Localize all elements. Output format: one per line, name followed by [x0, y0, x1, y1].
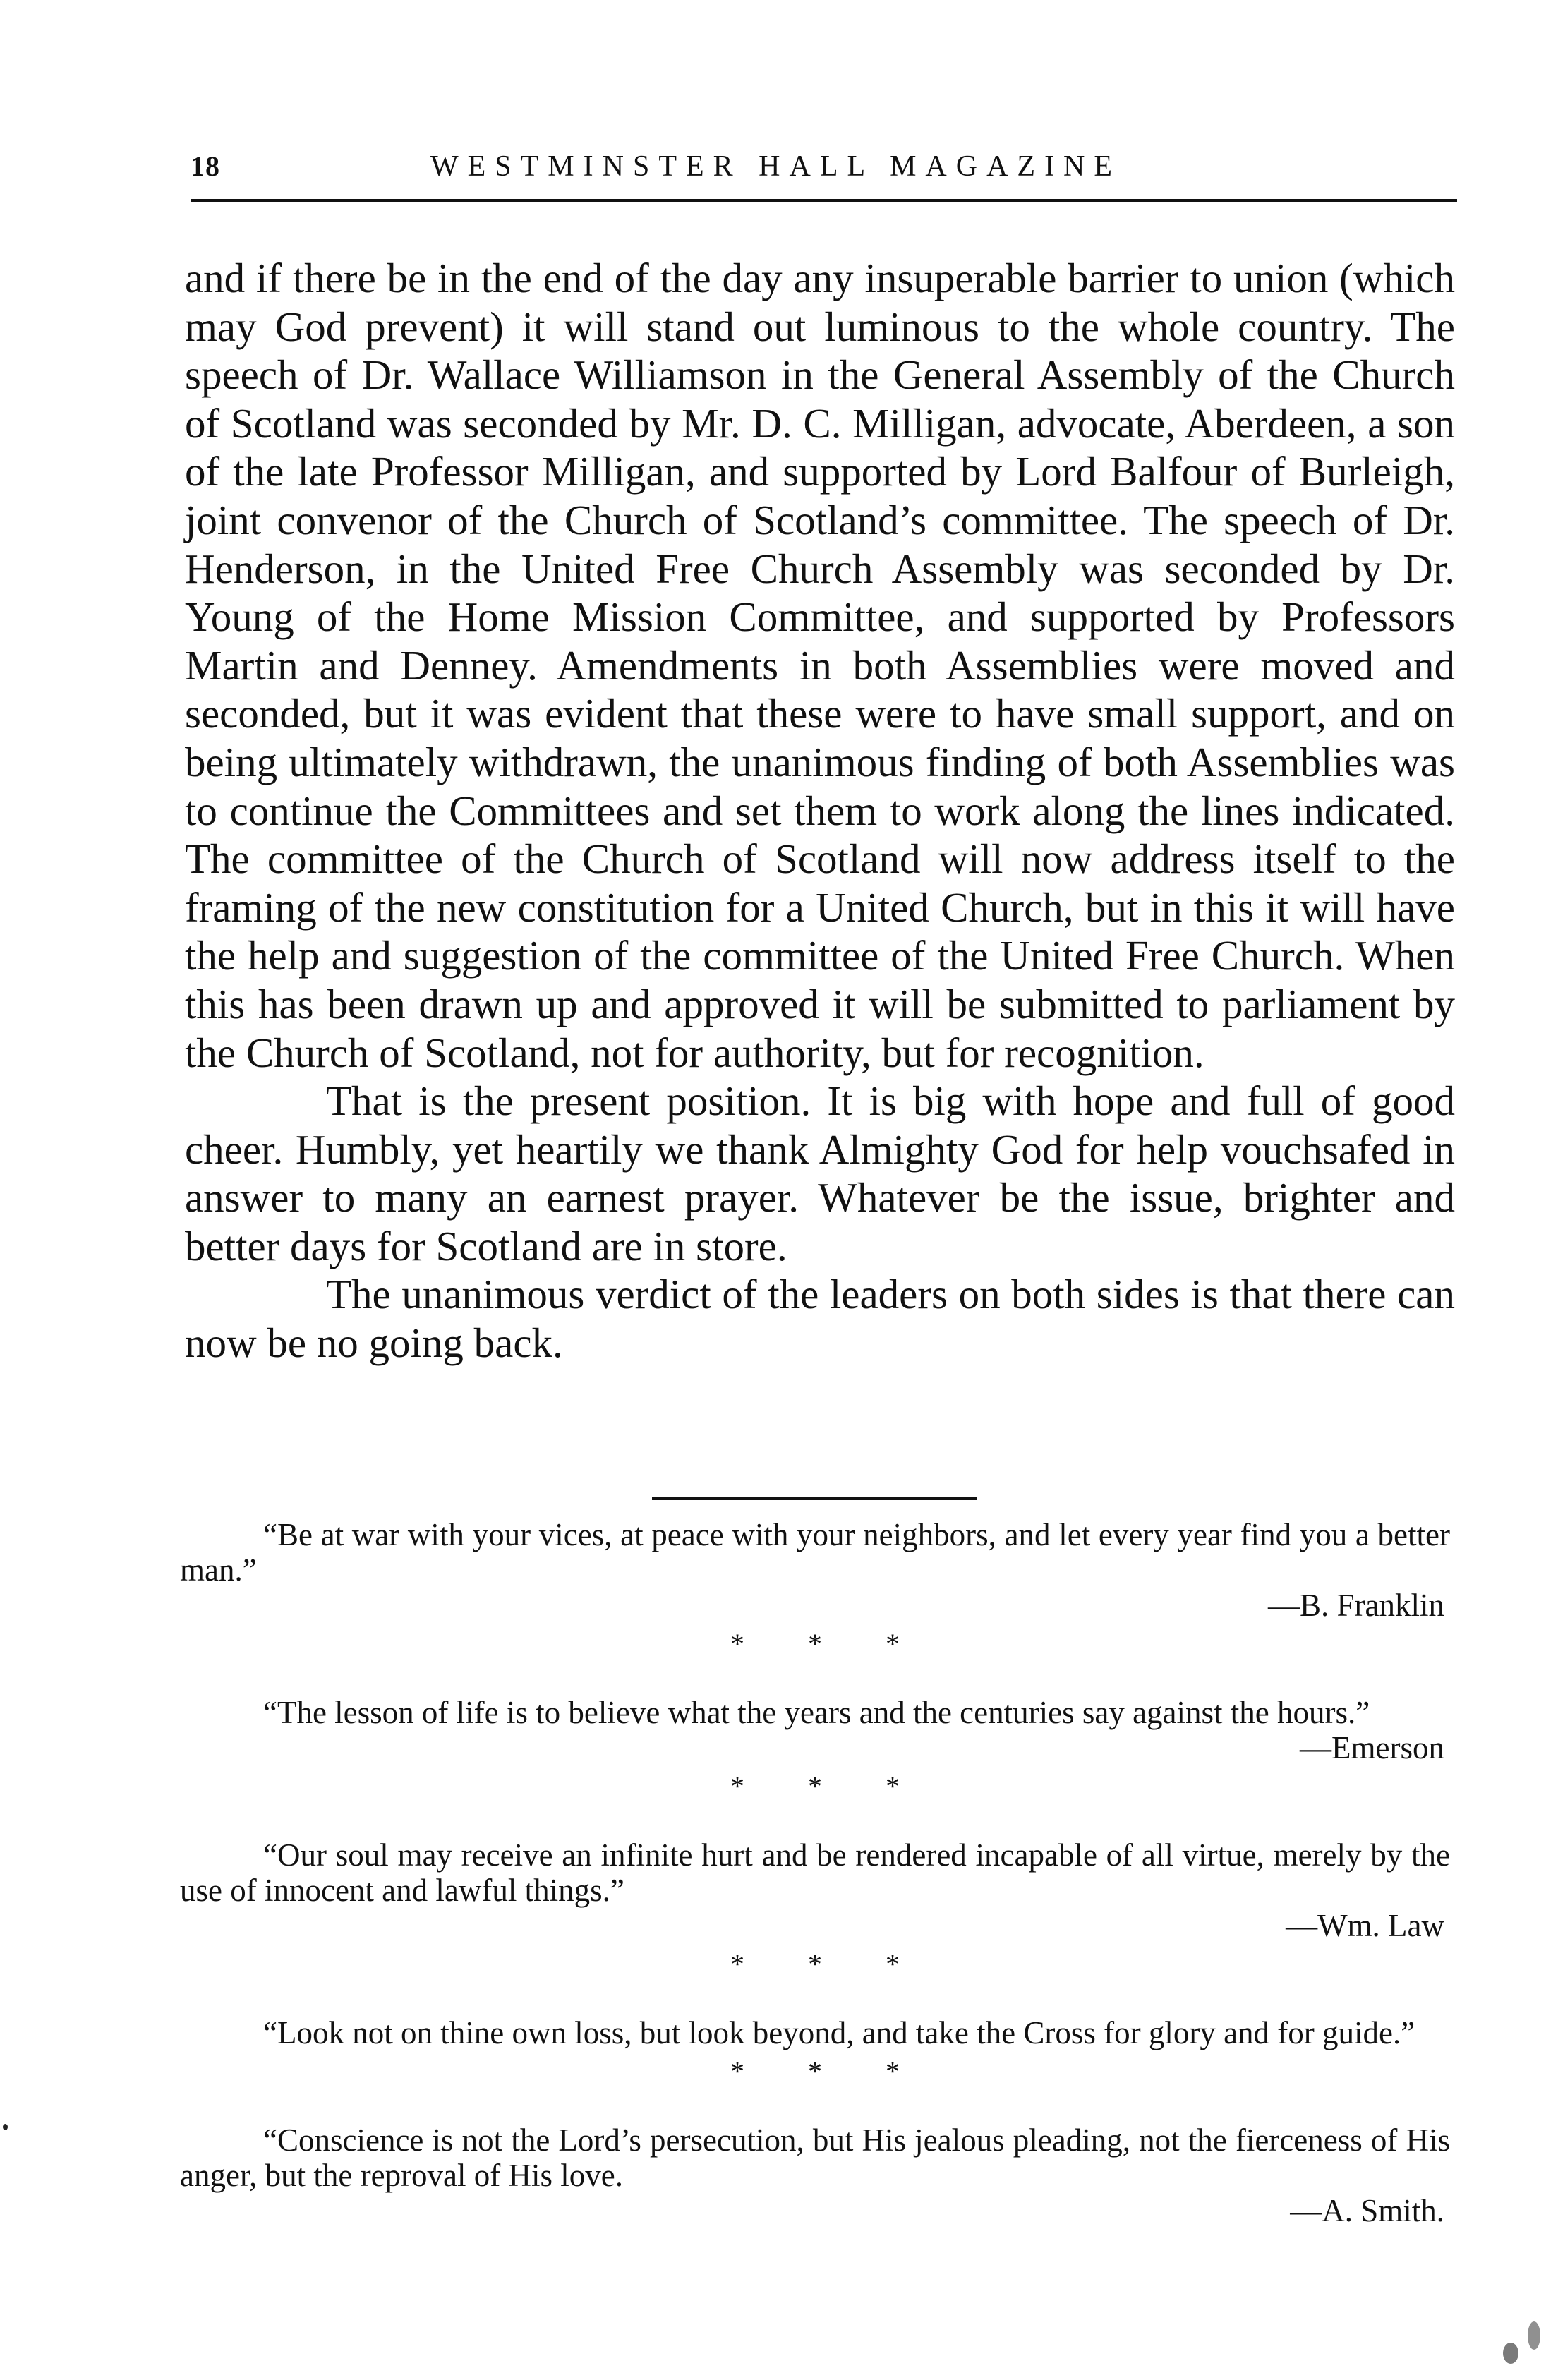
quote-text: “Be at war with your vices, at peace with your neighbors, and let every year find you a better man.”	[180, 1517, 1450, 1588]
quote-text: “Our soul may receive an infinite hurt and be rendered incapable of all virtue, merely by the use of innocent and lawful things.”	[180, 1837, 1450, 1908]
quote-text: “Conscience is not the Lord’s persecution, but His jealous pleading, not the fierceness of His anger, but the reproval of His love.	[180, 2122, 1450, 2193]
scan-speck	[1528, 2321, 1540, 2350]
section-divider	[652, 1497, 977, 1500]
quote-item	[180, 2015, 1450, 2050]
quote-attribution: —B. Franklin	[1267, 1588, 1444, 1623]
article-body	[185, 254, 1455, 1367]
body-paragraph: The unanimous verdict of the leaders on both sides is that there can now be no going back.	[185, 1271, 1455, 1367]
quote-attribution: —A. Smith.	[1290, 2193, 1444, 2228]
quote-item	[180, 1837, 1450, 1943]
page-header	[191, 150, 1457, 199]
quote-item	[180, 1695, 1450, 1765]
quote-item	[180, 1517, 1450, 1623]
quote-item	[180, 2122, 1450, 2228]
page-number: 18	[191, 150, 220, 182]
scan-speck	[1503, 2343, 1518, 2364]
quote-text: “The lesson of life is to believe what the years and the centuries say against the hours.”	[263, 1695, 1370, 1730]
scan-speck	[3, 2124, 8, 2130]
asterism-separator: * * *	[730, 1770, 928, 1802]
asterism-separator: * * *	[730, 2055, 928, 2087]
body-paragraph: and if there be in the end of the day any insuperable barrier to union (which may God prevent) it will stand out luminous to the whole country. The speech of Dr. Wallace Williamson in the General Assembly of the Church of Scotland was seconded by Mr. D. C. Milligan, advocate, Aberdeen, a son of the late Professor Milligan, and supported by Lord Balfour of Burleigh, joint convenor of the Church of Scotland’s committee. The speech of Dr. Henderson, in the United Free Church Assembly was seconded by Dr. Young of the Home Mission Committee, and supported by Professors Martin and Denney. Amendments in both Assemblies were moved and seconded, but it was evident that these were to have small support, and on being ultimately withdrawn, the unanimous finding of both Assemblies was to continue the Committees and set them to work along the lines indicated. The committee of the Church of Scotland will now address itself to the framing of the new constitution for a United Church, but in this it will have the help and suggestion of the committee of the United Free Church. When this has been drawn up and approved it will be submitted to parliament by the Church of Scotland, not for authority, but for recognition.	[185, 255, 1455, 1076]
running-title: WESTMINSTER HALL MAGAZINE	[430, 150, 1122, 183]
quote-text: “Look not on thine own loss, but look beyond, and take the Cross for glory and for guide.”	[263, 2015, 1415, 2050]
body-paragraph: That is the present position. It is big with hope and full of good cheer. Humbly, yet heartily we thank Almighty God for help vouchsafed in answer to many an earnest prayer. Whatever be the issue, brighter and better days for Scotland are in store.	[185, 1077, 1455, 1269]
quotations	[180, 1517, 1450, 2228]
asterism-separator: * * *	[730, 1628, 928, 1660]
quote-attribution: —Emerson	[1300, 1730, 1444, 1765]
header-rule	[191, 199, 1457, 202]
asterism-separator: * * *	[730, 1948, 928, 1980]
quote-attribution: —Wm. Law	[1286, 1908, 1444, 1943]
